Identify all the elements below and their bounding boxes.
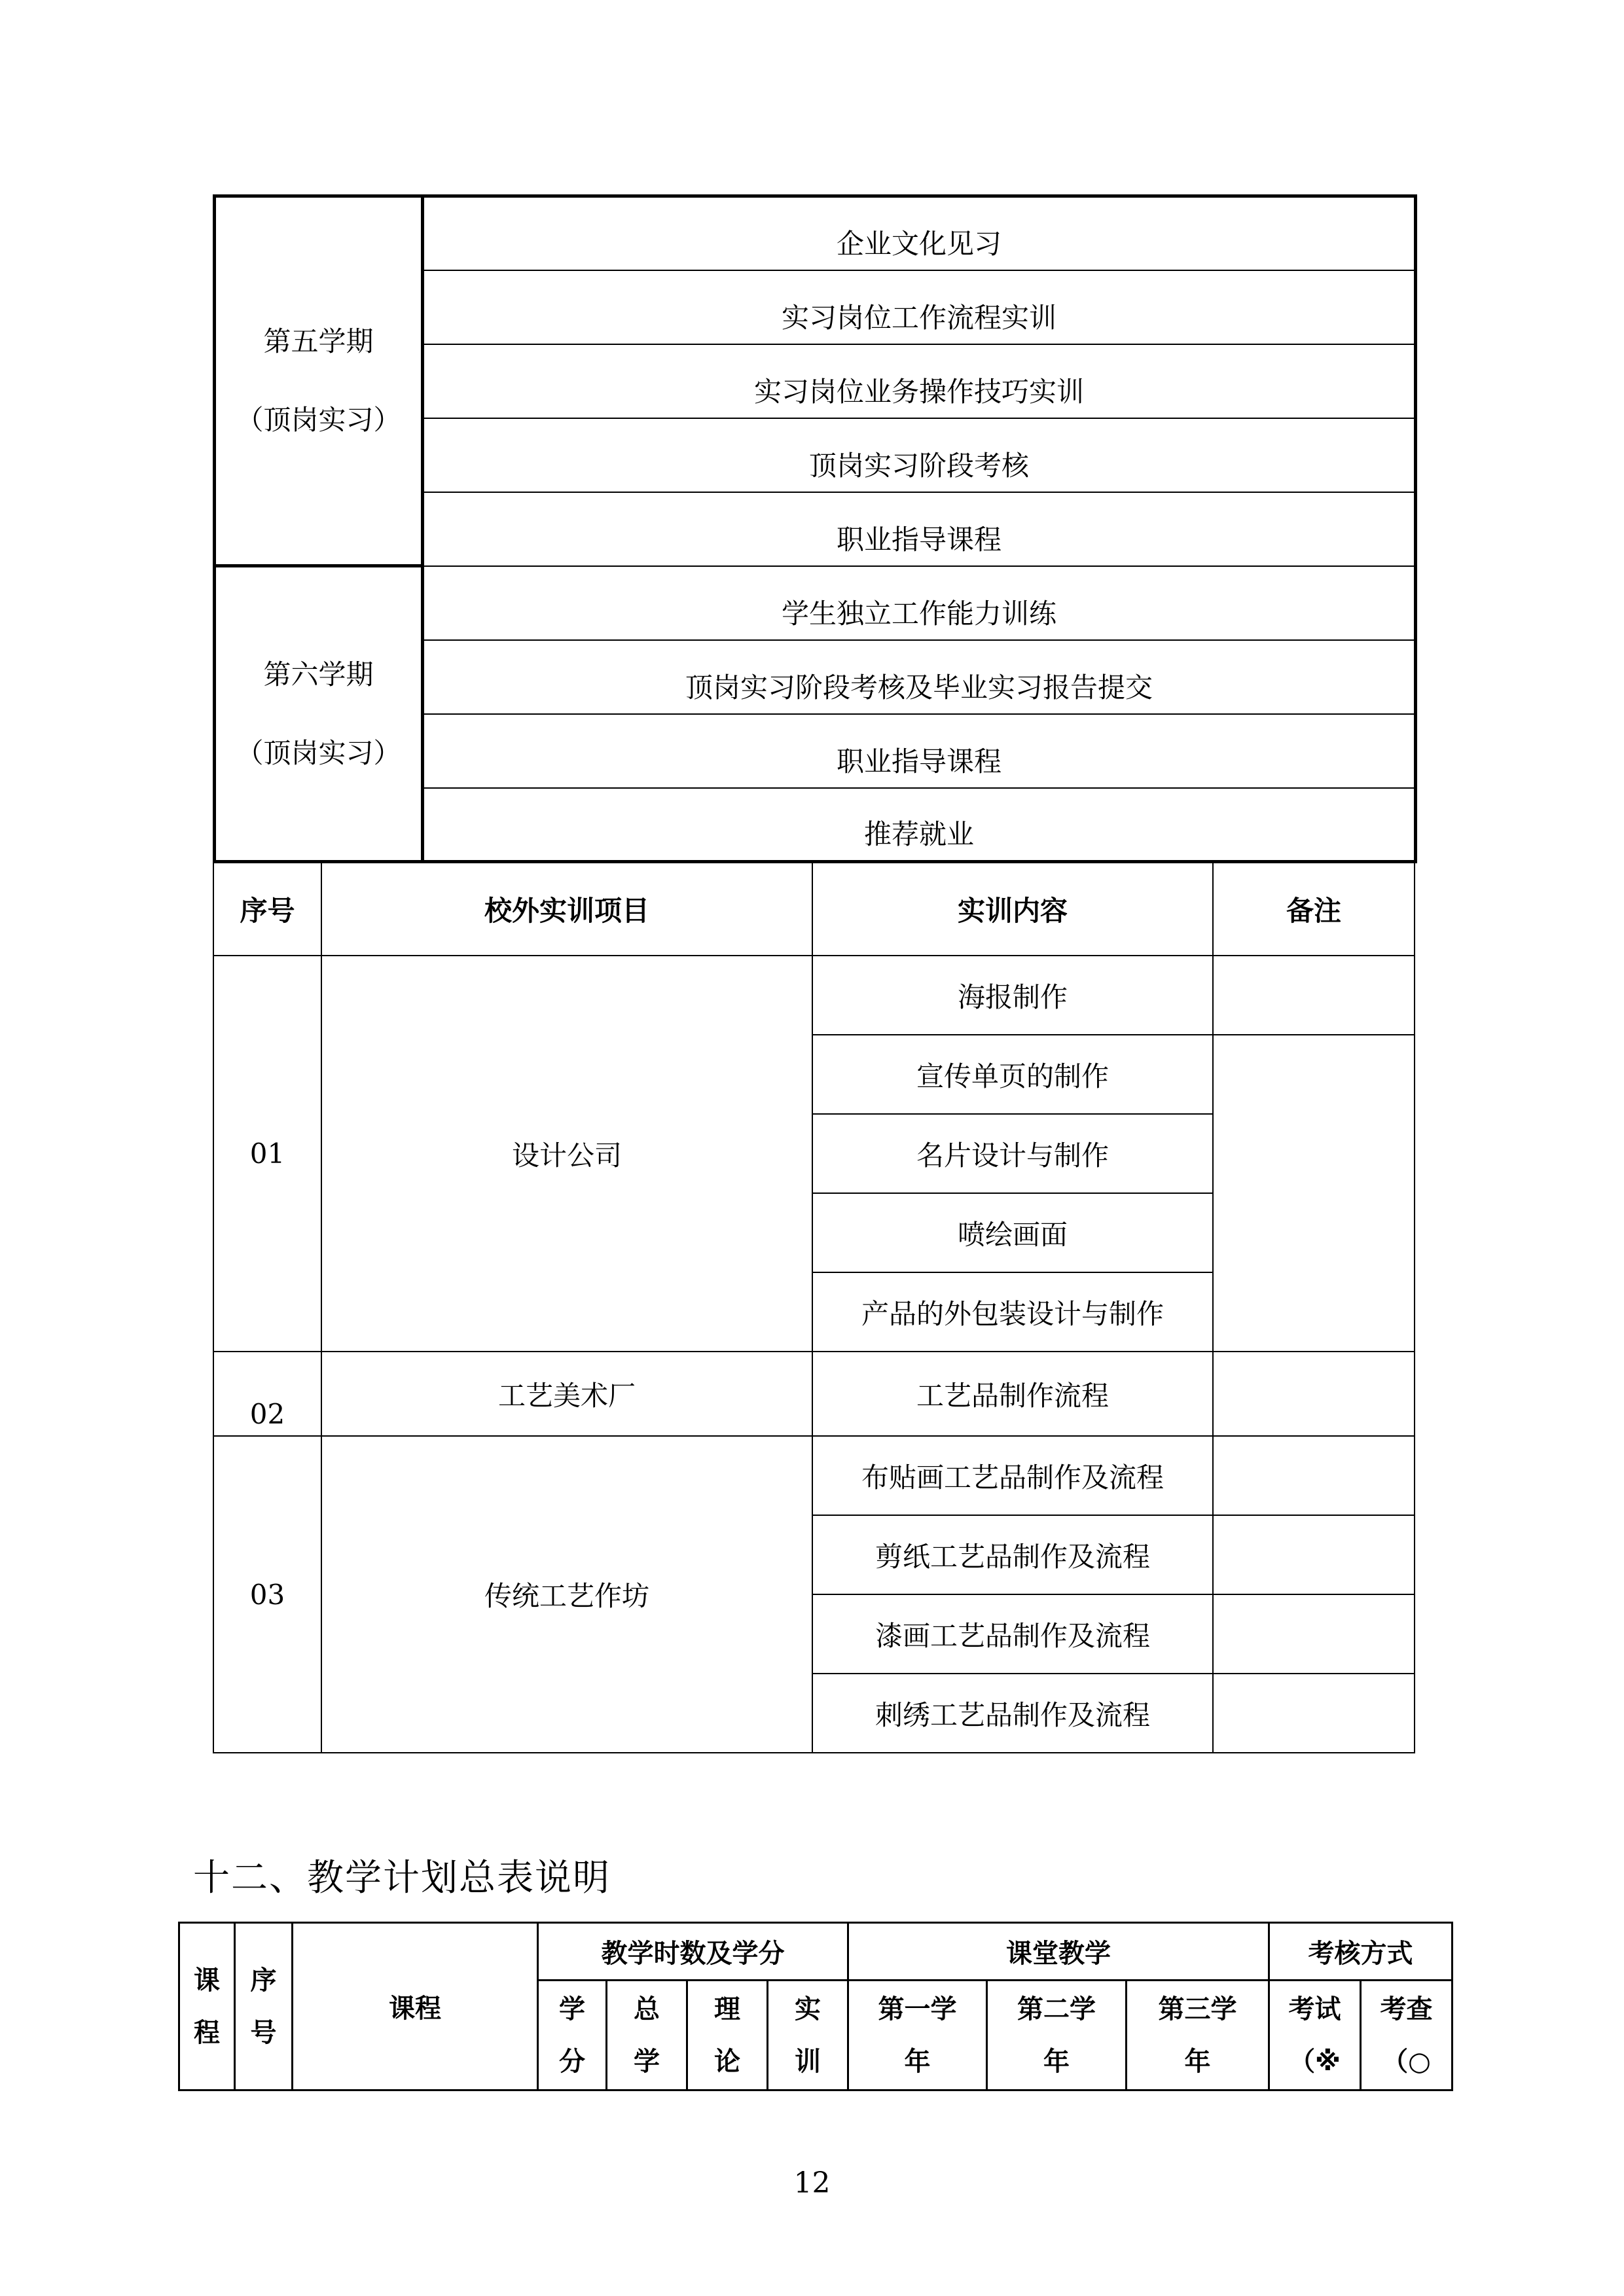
exam-line: （※ [1289,2046,1341,2077]
semester-5-note: （顶岗实习） [236,404,401,436]
course-header: 课程 [293,1923,538,2090]
header-remark: 备注 [1213,863,1415,956]
total-header [607,1981,687,2090]
semester-5-cell [215,196,423,566]
seq-cell: 03 [213,1436,321,1753]
remark-cell [1213,1035,1415,1352]
remark-cell [1213,1674,1415,1753]
credit-line: 学 [559,1994,585,2024]
content-cell: 刺绣工艺品制作及流程 [812,1674,1213,1753]
content-cell: 漆画工艺品制作及流程 [812,1594,1213,1674]
course-type-line: 课 [194,1965,220,1996]
year3-line: 年 [1184,2046,1211,2077]
hours-group-header: 教学时数及学分 [538,1923,848,1981]
teaching-plan-table [178,1922,1453,2091]
semester-5-item: 实习岗位业务操作技巧实训 [423,344,1416,418]
semester-5-item: 企业文化见习 [423,196,1416,270]
semester-5-item: 实习岗位工作流程实训 [423,270,1416,344]
project-cell: 传统工艺作坊 [321,1436,812,1753]
semester-6-item: 职业指导课程 [423,714,1416,788]
year2-header [987,1981,1127,2090]
theory-line: 论 [714,2046,740,2077]
content-cell: 工艺品制作流程 [812,1352,1213,1436]
year1-header [848,1981,987,2090]
section-title: 十二、教学计划总表说明 [193,1857,611,1899]
check-line: 考查 [1380,1994,1433,2024]
year2-line: 年 [1043,2046,1070,2077]
theory-header [687,1981,768,2090]
content-cell: 名片设计与制作 [812,1114,1213,1193]
seq-line: 号 [250,2017,277,2048]
semester-6-name: 第六学期 [263,658,374,691]
total-line: 学 [634,2046,660,2077]
content-cell: 喷绘画面 [812,1193,1213,1272]
practice-header [768,1981,848,2090]
practice-line: 训 [795,2046,821,2077]
exam-line: 考试 [1288,1994,1341,2024]
seq-cell: 02 [213,1352,321,1436]
theory-line: 理 [714,1994,740,2024]
content-cell: 布贴画工艺品制作及流程 [812,1436,1213,1515]
remark-cell [1213,1515,1415,1594]
semester-5-name: 第五学期 [263,325,374,357]
year3-line: 第三学 [1158,1994,1237,2024]
project-cell: 工艺美术厂 [321,1352,812,1436]
content-cell: 剪纸工艺品制作及流程 [812,1515,1213,1594]
course-type-line: 程 [194,2017,220,2048]
credit-header [538,1981,607,2090]
content-cell: 海报制作 [812,956,1213,1035]
total-line: 总 [634,1994,660,2024]
remark-cell [1213,1436,1415,1515]
check-header [1361,1981,1453,2090]
page-number: 12 [793,2166,831,2200]
header-content: 实训内容 [812,863,1213,956]
assess-group-header: 考核方式 [1269,1923,1453,1981]
semester-6-item: 顶岗实习阶段考核及毕业实习报告提交 [423,640,1416,714]
year2-line: 第二学 [1017,1994,1096,2024]
semester-6-note: （顶岗实习） [236,736,401,769]
semester-5-item: 职业指导课程 [423,492,1416,566]
exam-header [1269,1981,1361,2090]
content-cell: 宣传单页的制作 [812,1035,1213,1114]
seq-cell: 01 [213,956,321,1352]
semester-6-item: 学生独立工作能力训练 [423,566,1416,640]
internship-semester-table [213,194,1417,863]
header-project: 校外实训项目 [321,863,812,956]
offcampus-training-table [213,862,1415,1753]
course-type-header [179,1923,235,2090]
semester-5-item: 顶岗实习阶段考核 [423,418,1416,492]
content-cell: 产品的外包装设计与制作 [812,1272,1213,1352]
remark-cell [1213,956,1415,1035]
check-line: （○ [1382,2046,1431,2077]
remark-cell [1213,1594,1415,1674]
project-cell: 设计公司 [321,956,812,1352]
remark-cell [1213,1352,1415,1436]
semester-6-cell [215,566,423,862]
year3-header [1127,1981,1269,2090]
semester-6-item: 推荐就业 [423,788,1416,862]
credit-line: 分 [559,2046,585,2077]
seq-header [235,1923,293,2090]
class-group-header: 课堂教学 [848,1923,1269,1981]
year1-line: 第一学 [878,1994,957,2024]
year1-line: 年 [904,2046,931,2077]
practice-line: 实 [795,1994,821,2024]
seq-line: 序 [250,1965,277,1996]
header-seq: 序号 [213,863,321,956]
